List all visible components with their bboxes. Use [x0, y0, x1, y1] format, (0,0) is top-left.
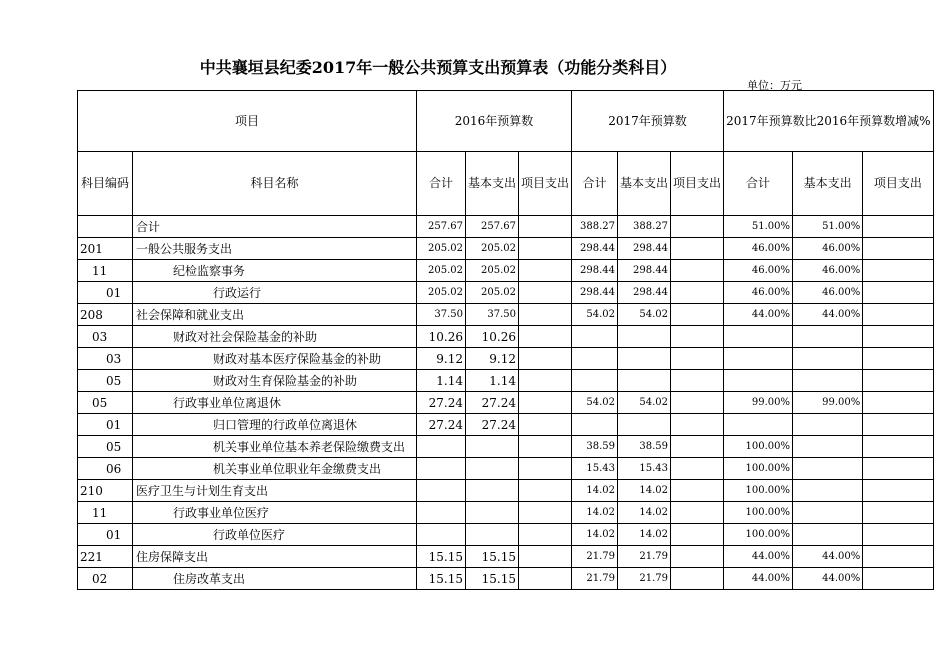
cell-project-2017 — [671, 392, 724, 414]
cell-name: 纪检监察事务 — [133, 260, 417, 282]
header-change-total: 合计 — [724, 152, 793, 216]
cell-basic-2017: 38.59 — [618, 436, 671, 458]
cell-basic-2016 — [466, 458, 519, 480]
cell-basic-change — [792, 414, 862, 436]
cell-code: 05 — [78, 370, 133, 392]
cell-total-2016: 15.15 — [417, 546, 466, 568]
cell-project-2017 — [671, 568, 724, 590]
cell-basic-2017: 14.02 — [618, 524, 671, 546]
cell-basic-change: 46.00% — [792, 260, 862, 282]
cell-name: 财政对生育保险基金的补助 — [133, 370, 417, 392]
cell-code: 221 — [78, 546, 133, 568]
cell-code: 201 — [78, 238, 133, 260]
cell-basic-2017: 21.79 — [618, 568, 671, 590]
cell-project-change — [863, 414, 933, 436]
table-row — [78, 282, 934, 304]
cell-project-2017 — [671, 436, 724, 458]
cell-basic-2016 — [466, 480, 519, 502]
budget-table — [77, 90, 934, 590]
cell-basic-change — [792, 436, 862, 458]
header-project: 项目 — [78, 91, 417, 152]
cell-total-2017: 14.02 — [572, 524, 618, 546]
header-2017-proj: 项目支出 — [671, 152, 724, 216]
cell-basic-2016 — [466, 436, 519, 458]
cell-name: 社会保障和就业支出 — [133, 304, 417, 326]
cell-basic-2016: 10.26 — [466, 326, 519, 348]
cell-total-2017: 54.02 — [572, 392, 618, 414]
cell-basic-2016: 205.02 — [466, 238, 519, 260]
table-row — [78, 348, 934, 370]
cell-name: 行政运行 — [133, 282, 417, 304]
table-row — [78, 502, 934, 524]
cell-total-2017: 54.02 — [572, 304, 618, 326]
cell-total-change: 46.00% — [724, 260, 793, 282]
cell-code: 208 — [78, 304, 133, 326]
cell-code — [78, 216, 133, 238]
cell-project-2016 — [519, 216, 572, 238]
cell-basic-2017: 14.02 — [618, 480, 671, 502]
cell-code: 03 — [78, 326, 133, 348]
cell-total-2017: 38.59 — [572, 436, 618, 458]
cell-total-2017: 298.44 — [572, 260, 618, 282]
cell-basic-change: 44.00% — [792, 568, 862, 590]
cell-total-2016 — [417, 524, 466, 546]
cell-total-change: 51.00% — [724, 216, 793, 238]
cell-basic-2017: 298.44 — [618, 238, 671, 260]
header-2017-basic: 基本支出 — [618, 152, 671, 216]
cell-total-change: 44.00% — [724, 568, 793, 590]
cell-total-change: 44.00% — [724, 546, 793, 568]
cell-project-change — [863, 282, 933, 304]
cell-name: 行政事业单位医疗 — [133, 502, 417, 524]
cell-project-2017 — [671, 370, 724, 392]
header-change-proj: 项目支出 — [863, 152, 933, 216]
cell-basic-2017: 14.02 — [618, 502, 671, 524]
cell-code: 05 — [78, 392, 133, 414]
cell-basic-2017: 298.44 — [618, 260, 671, 282]
cell-project-2017 — [671, 238, 724, 260]
cell-project-2017 — [671, 216, 724, 238]
cell-total-2017 — [572, 370, 618, 392]
cell-total-change: 44.00% — [724, 304, 793, 326]
cell-name: 住房保障支出 — [133, 546, 417, 568]
cell-basic-2017: 388.27 — [618, 216, 671, 238]
cell-code: 02 — [78, 568, 133, 590]
cell-project-2016 — [519, 502, 572, 524]
cell-total-2016: 15.15 — [417, 568, 466, 590]
table-row — [78, 304, 934, 326]
table-row — [78, 568, 934, 590]
table-row — [78, 546, 934, 568]
cell-total-2017: 298.44 — [572, 238, 618, 260]
cell-project-2016 — [519, 458, 572, 480]
header-2016-proj: 项目支出 — [519, 152, 572, 216]
cell-total-2017: 15.43 — [572, 458, 618, 480]
cell-project-2016 — [519, 546, 572, 568]
unit-label: 单位：万元 — [747, 79, 802, 92]
cell-basic-2016: 1.14 — [466, 370, 519, 392]
cell-total-2016: 205.02 — [417, 238, 466, 260]
cell-basic-change: 51.00% — [792, 216, 862, 238]
cell-total-2016: 1.14 — [417, 370, 466, 392]
cell-total-change — [724, 414, 793, 436]
cell-total-2016: 257.67 — [417, 216, 466, 238]
cell-total-change: 100.00% — [724, 524, 793, 546]
cell-project-2017 — [671, 502, 724, 524]
cell-basic-2017 — [618, 326, 671, 348]
cell-name: 住房改革支出 — [133, 568, 417, 590]
cell-total-change: 100.00% — [724, 480, 793, 502]
cell-total-change — [724, 348, 793, 370]
cell-basic-2016: 15.15 — [466, 568, 519, 590]
cell-basic-2016: 9.12 — [466, 348, 519, 370]
cell-code: 210 — [78, 480, 133, 502]
cell-basic-2016: 37.50 — [466, 304, 519, 326]
cell-project-change — [863, 326, 933, 348]
table-row — [78, 414, 934, 436]
cell-total-2017: 21.79 — [572, 568, 618, 590]
table-row — [78, 458, 934, 480]
cell-total-2017: 14.02 — [572, 502, 618, 524]
cell-total-2016 — [417, 436, 466, 458]
header-change-basic: 基本支出 — [792, 152, 862, 216]
cell-project-2017 — [671, 458, 724, 480]
cell-project-change — [863, 458, 933, 480]
cell-code: 03 — [78, 348, 133, 370]
cell-basic-2016 — [466, 524, 519, 546]
cell-basic-change — [792, 524, 862, 546]
page-title: 中共襄垣县纪委2017年一般公共预算支出预算表（功能分类科目） — [199, 58, 677, 77]
cell-basic-change — [792, 326, 862, 348]
cell-name: 行政单位医疗 — [133, 524, 417, 546]
table-row — [78, 392, 934, 414]
cell-project-2016 — [519, 238, 572, 260]
cell-project-2016 — [519, 524, 572, 546]
cell-code: 01 — [78, 282, 133, 304]
cell-project-2017 — [671, 326, 724, 348]
cell-project-2016 — [519, 392, 572, 414]
table-row — [78, 480, 934, 502]
cell-name: 医疗卫生与计划生育支出 — [133, 480, 417, 502]
cell-project-2016 — [519, 370, 572, 392]
cell-project-2017 — [671, 414, 724, 436]
cell-project-2017 — [671, 282, 724, 304]
cell-total-change: 46.00% — [724, 282, 793, 304]
cell-basic-change — [792, 458, 862, 480]
cell-total-change: 99.00% — [724, 392, 793, 414]
cell-project-2017 — [671, 524, 724, 546]
cell-project-2016 — [519, 414, 572, 436]
cell-basic-change — [792, 480, 862, 502]
header-change: 2017年预算数比2016年预算数增减% — [724, 91, 933, 152]
cell-total-change: 46.00% — [724, 238, 793, 260]
cell-project-2016 — [519, 436, 572, 458]
cell-total-2017 — [572, 414, 618, 436]
cell-total-change: 100.00% — [724, 502, 793, 524]
cell-basic-change: 46.00% — [792, 238, 862, 260]
cell-basic-change — [792, 348, 862, 370]
cell-total-2017 — [572, 348, 618, 370]
cell-basic-2017 — [618, 414, 671, 436]
cell-project-change — [863, 546, 933, 568]
cell-total-2016: 27.24 — [417, 414, 466, 436]
cell-basic-2017: 21.79 — [618, 546, 671, 568]
cell-name: 合计 — [133, 216, 417, 238]
cell-name: 一般公共服务支出 — [133, 238, 417, 260]
cell-code: 01 — [78, 524, 133, 546]
cell-project-change — [863, 370, 933, 392]
cell-basic-2016 — [466, 502, 519, 524]
cell-project-2016 — [519, 326, 572, 348]
cell-project-2017 — [671, 546, 724, 568]
cell-basic-change: 46.00% — [792, 282, 862, 304]
table-row — [78, 436, 934, 458]
cell-total-2017: 298.44 — [572, 282, 618, 304]
cell-basic-2017: 15.43 — [618, 458, 671, 480]
header-2016-basic: 基本支出 — [466, 152, 519, 216]
cell-name: 归口管理的行政单位离退休 — [133, 414, 417, 436]
cell-total-2017 — [572, 326, 618, 348]
cell-basic-2016: 27.24 — [466, 392, 519, 414]
cell-total-2016 — [417, 480, 466, 502]
cell-total-2016: 37.50 — [417, 304, 466, 326]
cell-basic-2016: 27.24 — [466, 414, 519, 436]
cell-basic-2016: 257.67 — [466, 216, 519, 238]
cell-total-change: 100.00% — [724, 436, 793, 458]
cell-name: 行政事业单位离退休 — [133, 392, 417, 414]
cell-project-2016 — [519, 260, 572, 282]
cell-basic-2017 — [618, 370, 671, 392]
cell-total-2016: 205.02 — [417, 260, 466, 282]
table-row — [78, 216, 934, 238]
cell-project-2016 — [519, 348, 572, 370]
cell-project-change — [863, 502, 933, 524]
cell-name: 机关事业单位基本养老保险缴费支出 — [133, 436, 417, 458]
cell-basic-2016: 205.02 — [466, 260, 519, 282]
cell-basic-change — [792, 502, 862, 524]
cell-project-2016 — [519, 568, 572, 590]
cell-total-2016 — [417, 502, 466, 524]
cell-total-2016: 27.24 — [417, 392, 466, 414]
cell-total-2016: 10.26 — [417, 326, 466, 348]
cell-code: 06 — [78, 458, 133, 480]
cell-project-2016 — [519, 304, 572, 326]
cell-project-change — [863, 238, 933, 260]
cell-code: 11 — [78, 502, 133, 524]
cell-project-change — [863, 304, 933, 326]
header-2016-total: 合计 — [417, 152, 466, 216]
cell-basic-change: 44.00% — [792, 546, 862, 568]
cell-project-change — [863, 260, 933, 282]
cell-project-2016 — [519, 480, 572, 502]
cell-total-change — [724, 370, 793, 392]
cell-name: 财政对社会保险基金的补助 — [133, 326, 417, 348]
cell-total-2016: 9.12 — [417, 348, 466, 370]
header-2017: 2017年预算数 — [572, 91, 724, 152]
cell-basic-2016: 15.15 — [466, 546, 519, 568]
cell-name: 财政对基本医疗保险基金的补助 — [133, 348, 417, 370]
table-row — [78, 238, 934, 260]
cell-total-change: 100.00% — [724, 458, 793, 480]
table-row — [78, 260, 934, 282]
cell-total-2017: 21.79 — [572, 546, 618, 568]
cell-basic-change: 99.00% — [792, 392, 862, 414]
cell-code: 05 — [78, 436, 133, 458]
cell-project-2016 — [519, 282, 572, 304]
cell-total-2016 — [417, 458, 466, 480]
cell-total-2016: 205.02 — [417, 282, 466, 304]
cell-code: 11 — [78, 260, 133, 282]
cell-project-change — [863, 216, 933, 238]
cell-project-change — [863, 436, 933, 458]
cell-name: 机关事业单位职业年金缴费支出 — [133, 458, 417, 480]
header-code: 科目编码 — [78, 152, 133, 216]
table-row — [78, 326, 934, 348]
cell-project-2017 — [671, 348, 724, 370]
cell-basic-2017: 298.44 — [618, 282, 671, 304]
cell-project-change — [863, 480, 933, 502]
cell-project-change — [863, 348, 933, 370]
cell-code: 01 — [78, 414, 133, 436]
cell-basic-2017 — [618, 348, 671, 370]
cell-project-2017 — [671, 304, 724, 326]
cell-project-2017 — [671, 260, 724, 282]
cell-total-2017: 388.27 — [572, 216, 618, 238]
cell-basic-change: 44.00% — [792, 304, 862, 326]
cell-basic-2016: 205.02 — [466, 282, 519, 304]
cell-total-2017: 14.02 — [572, 480, 618, 502]
cell-project-2017 — [671, 480, 724, 502]
table-row — [78, 370, 934, 392]
cell-project-change — [863, 392, 933, 414]
header-name: 科目名称 — [133, 152, 417, 216]
header-2017-total: 合计 — [572, 152, 618, 216]
cell-basic-2017: 54.02 — [618, 392, 671, 414]
header-2016: 2016年预算数 — [417, 91, 572, 152]
cell-basic-2017: 54.02 — [618, 304, 671, 326]
cell-basic-change — [792, 370, 862, 392]
cell-project-change — [863, 524, 933, 546]
cell-project-change — [863, 568, 933, 590]
cell-total-change — [724, 326, 793, 348]
table-row — [78, 524, 934, 546]
